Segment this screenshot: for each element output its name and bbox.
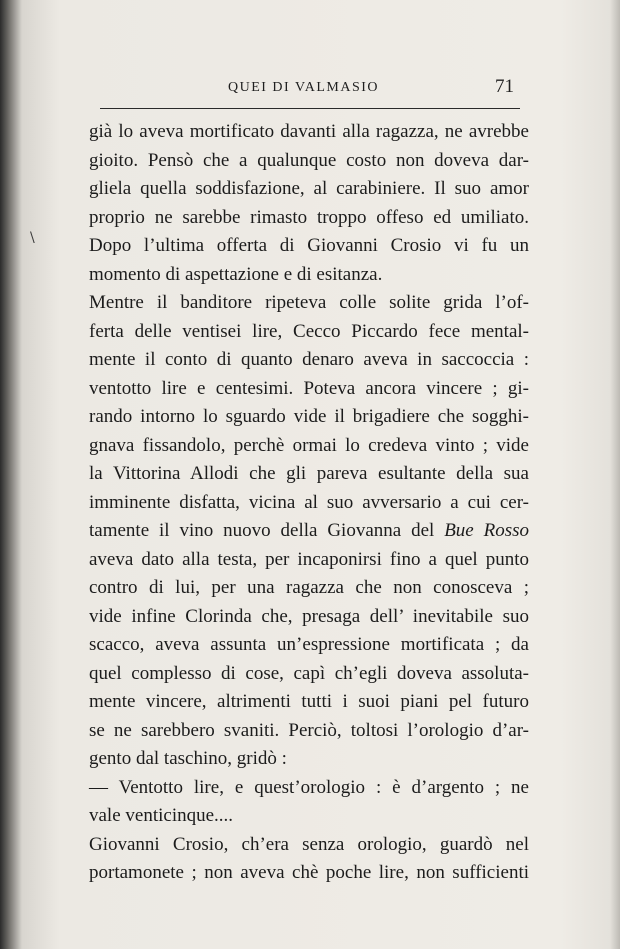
text-line: vide infine Clorinda che, presaga dell’ inevitabile suo bbox=[89, 605, 529, 627]
text-line: portamonete ; non aveva chè poche lire, non sufficienti bbox=[89, 862, 529, 883]
text-line: la Vittorina Allodi che gli pareva esultante della sua bbox=[89, 463, 529, 484]
text-line: proprio ne sarebbe rimasto troppo offeso ed umiliato. bbox=[89, 206, 529, 228]
text-line: Giovanni Crosio, ch’era senza orologio, guardò nel bbox=[89, 833, 529, 855]
running-head: QUEI DI VALMASIO bbox=[228, 80, 380, 95]
text-line: vale venticinque.... bbox=[89, 805, 234, 826]
text-segment: tamente il vino nuovo della Giovanna del bbox=[89, 520, 435, 541]
text-line: contro di lui, per una ragazza che non conosceva ; bbox=[89, 577, 529, 598]
text-line: mente vincere, altrimenti tutti i suoi piani pel futuro bbox=[89, 691, 529, 712]
text-line: già lo aveva mortificato davanti alla ragazza, ne avrebbe bbox=[89, 121, 529, 142]
text-line: rando intorno lo sguardo vide il brigadiere che sogghi- bbox=[89, 406, 529, 427]
text-line: scacco, aveva assunta un’espressione mortificata ; da bbox=[89, 634, 529, 655]
text-line: gliela quella soddisfazione, al carabiniere. Il suo amor bbox=[89, 178, 529, 199]
text-line: se ne sarebbero svaniti. Perciò, toltosi l’orologio d’ar- bbox=[89, 719, 529, 741]
body-text bbox=[89, 118, 529, 888]
text-line: quel complesso di cose, capì ch’egli doveva assoluta- bbox=[89, 662, 529, 684]
page-number: 71 bbox=[495, 76, 514, 97]
text-line: momento di aspettazione e di esitanza. bbox=[89, 263, 383, 285]
text-line: gento dal taschino, gridò : bbox=[89, 748, 287, 769]
text-line: aveva dato alla testa, per incaponirsi fino a quel punto bbox=[89, 548, 529, 570]
text-line: ferta delle ventisei lire, Cecco Piccardo fece mental- bbox=[89, 320, 529, 342]
text-line: mente il conto di quanto denaro aveva in saccoccia : bbox=[89, 349, 529, 370]
text-line: imminente disfatta, vicina al suo avversario a cui cer- bbox=[89, 491, 529, 513]
page-header bbox=[100, 76, 520, 104]
header-rule bbox=[100, 108, 520, 109]
text-line-with-italic bbox=[89, 517, 529, 546]
text-line: Mentre il banditore ripeteva colle solite grida l’of- bbox=[89, 292, 529, 313]
text-line: Dopo l’ultima offerta di Giovanni Crosio vi fu un bbox=[89, 235, 529, 256]
italic-phrase: Bue Rosso bbox=[444, 520, 530, 541]
margin-mark: \ bbox=[30, 230, 35, 246]
text-line: — Ventotto lire, e quest’orologio : è d’argento ; ne bbox=[89, 776, 529, 798]
text-line: gnava fissandolo, perchè ormai lo credeva vinto ; vide bbox=[89, 434, 529, 456]
text-line: ventotto lire e centesimi. Poteva ancora vincere ; gi- bbox=[89, 377, 529, 399]
text-line: gioito. Pensò che a qualunque costo non doveva dar- bbox=[89, 149, 529, 171]
